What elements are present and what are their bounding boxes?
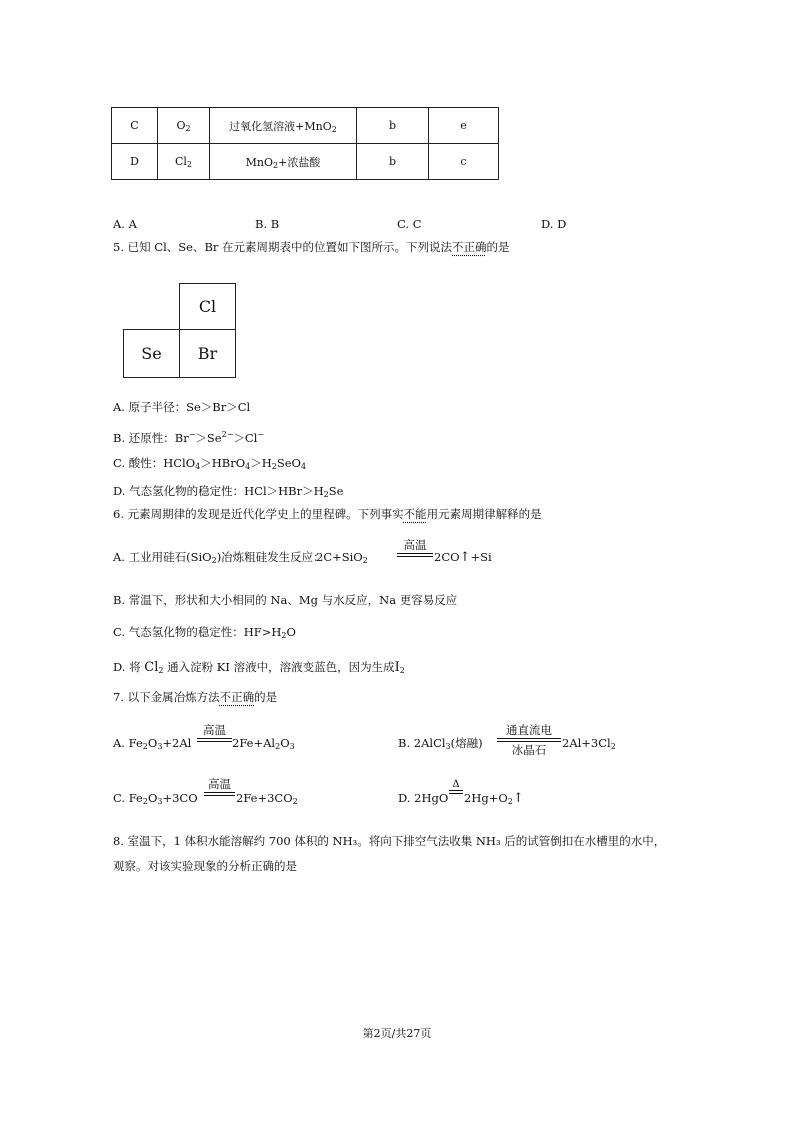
periodic-cell-cl: Cl: [179, 283, 236, 330]
table-row: [112, 108, 499, 144]
catalyst-label: 冰晶石: [511, 743, 547, 757]
page-footer: 第2页/共27页: [362, 1027, 432, 1040]
q6-option-c: C. 气态氢化物的稳定性：$HF>H_2O$: [113, 625, 296, 640]
gas-arrow-icon: ↑: [512, 791, 524, 806]
q7-a-condition: [197, 722, 232, 742]
table-cell: b: [357, 144, 429, 180]
reaction-condition: 通直流电: [506, 723, 552, 737]
question-8-line-2: 观察。对该实验现象的分析正确的是: [113, 859, 297, 873]
q5-option-b: B. 还原性：$Br^->Se^{2-}>Cl^-$: [113, 430, 265, 445]
reaction-condition: 高温: [203, 723, 226, 737]
q6-option-d: D. 将 $Cl_2$ 通入淀粉 KI 溶液中，溶液变蓝色，因为生成$I_2$: [113, 660, 405, 675]
q7-option-b-left: B. 2AlCl$_3$(熔融): [398, 736, 483, 751]
q5-option-c: C. 酸性：$HClO_4>HBrO_4>H_2SeO_4$: [113, 456, 307, 471]
table-cell: $O_2$: [158, 108, 210, 144]
reaction-condition: 高温: [208, 777, 231, 791]
table-cell: b: [357, 108, 429, 144]
table-cell: D: [112, 144, 158, 180]
q7-option-c-right: $2Fe+3CO_2$: [236, 791, 298, 806]
question-5-stem: 5. 已知 Cl、Se、Br 在元素周期表中的位置如下图所示。下列说法不正确的是: [113, 240, 510, 254]
q7-option-c-left: C. $Fe_2O_3+3CO$: [113, 791, 198, 806]
q6-option-b: B. 常温下，形状和大小相同的 Na、Mg 与水反应，Na 更容易反应: [113, 593, 458, 607]
table-row: [112, 144, 499, 180]
q7-option-a-right: $2Fe+Al_2O_3$: [232, 736, 295, 751]
option-b: B. B: [255, 217, 280, 231]
option-a: A. A: [113, 217, 137, 231]
q5-option-a: A. 原子半径：Se＞Br＞Cl: [113, 400, 251, 414]
question-8-line-1: 8. 室温下，1 体积水能溶解约 700 体积的 NH₃。将向下排空气法收集 NH₃ 后的试管倒扣在水槽里的水中，: [113, 834, 666, 848]
table-cell: 过氧化氢溶液+MnO$_2$: [210, 108, 357, 144]
question-6-stem: 6. 元素周期律的发现是近代化学史上的里程碑。下列事实不能用元素周期律解释的是: [113, 507, 542, 521]
q7-option-d-right: $2Hg+O_2↑$: [464, 791, 524, 806]
q7-option-b-right: $2Al+3Cl_2$: [562, 736, 616, 751]
q7-option-d-left: D. 2HgO: [398, 791, 449, 805]
reaction-condition: 高温: [403, 538, 427, 552]
table-cell: $Cl_2$: [158, 144, 210, 180]
equals-bar: [449, 790, 463, 794]
gas-arrow-icon: ↑: [459, 550, 471, 565]
question-7-stem: 7. 以下金属冶炼方法不正确的是: [113, 690, 278, 704]
q6-condition: [397, 537, 433, 557]
q7-option-a-left: A. $Fe_2O_3+2Al$: [113, 736, 192, 751]
q7-c-condition: [204, 776, 235, 796]
q6-equation-left: 2C+SiO$_2$: [316, 550, 368, 565]
q7-b-condition: [497, 722, 561, 758]
equals-bar: [197, 738, 232, 742]
heat-symbol: Δ: [452, 779, 460, 790]
option-c: C. C: [397, 217, 422, 231]
q6-option-a: A. 工业用硅石(SiO$_2$)冶炼粗硅发生反应：: [113, 550, 325, 565]
table-cell: c: [429, 144, 499, 180]
table-cell: C: [112, 108, 158, 144]
periodic-cell-se: Se: [123, 329, 180, 378]
equals-bar: [204, 792, 235, 796]
option-d: D. D: [541, 217, 567, 231]
table-cell: e: [429, 108, 499, 144]
table-cell: MnO$_2$+浓盐酸: [210, 144, 357, 180]
q5-option-d: D. 气态氢化物的稳定性：$HCl>HBr>H_2Se$: [113, 484, 344, 499]
equals-bar: [397, 553, 433, 557]
q7-d-condition: [449, 780, 463, 794]
answer-table: [111, 107, 499, 180]
periodic-cell-br: Br: [179, 329, 236, 378]
q6-equation-right: 2CO↑+Si: [434, 550, 492, 565]
